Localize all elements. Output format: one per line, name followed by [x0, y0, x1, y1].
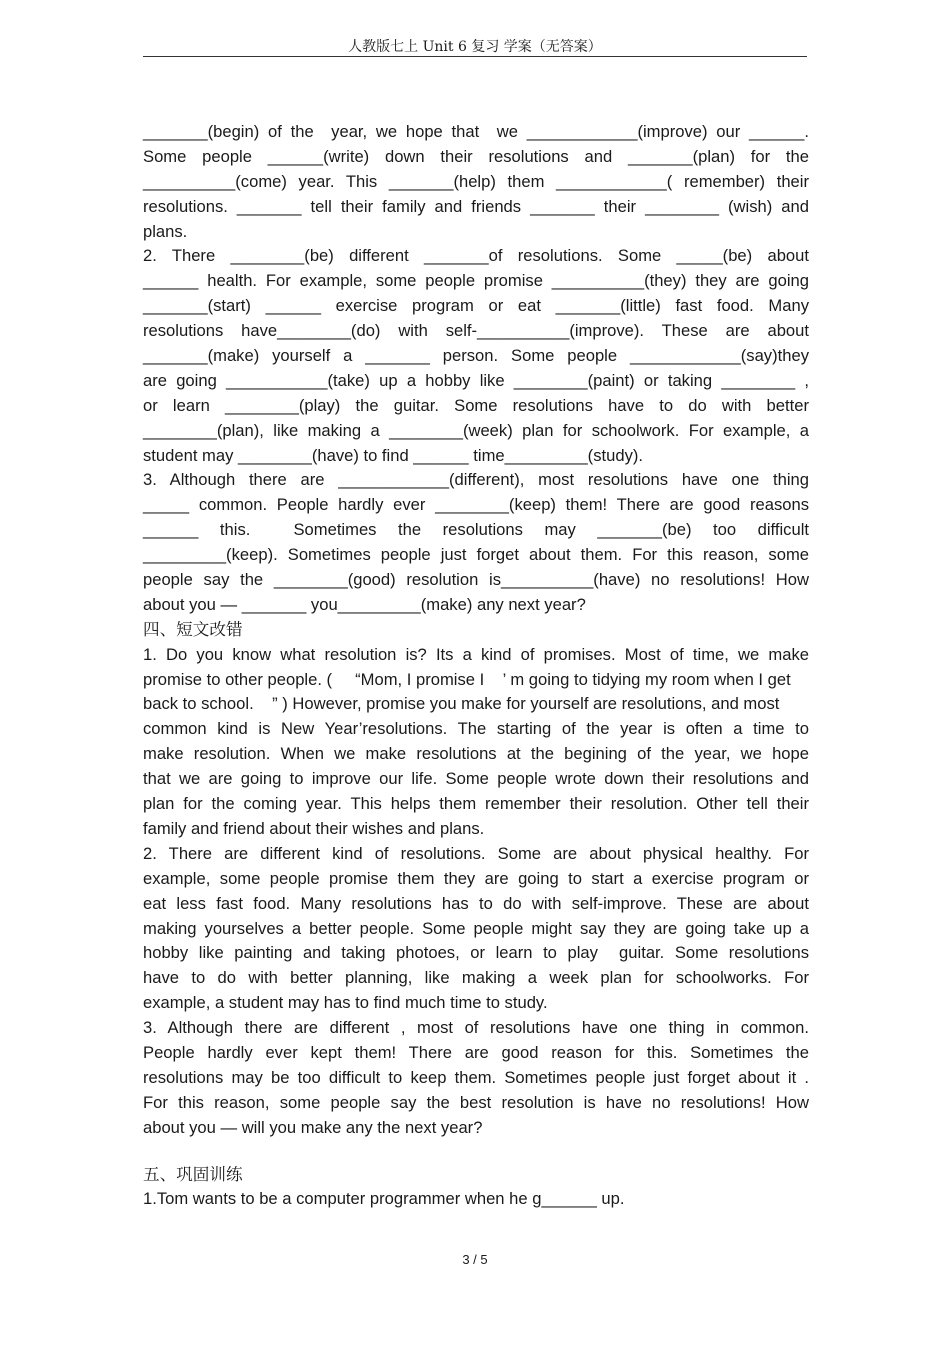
text-line: Some people ______(write) down their resolutions and _______(plan) for the	[143, 146, 809, 166]
text-line: resolutions have________(do) with self-__________(improve). These are about	[143, 321, 809, 341]
text-line: promise to other people. ( “Mom, I promise I ’ m going to tidying my room when I get	[143, 669, 791, 689]
text-line: ______ this. Sometimes the resolutions may _______(be) too difficult	[143, 520, 809, 540]
text-line: hobby like painting and taking photoes, or learn to play guitar. Some resolutions	[143, 943, 809, 963]
section-heading: 四、短文改错	[143, 619, 243, 639]
header-rule	[143, 56, 807, 57]
page-number: 3 / 5	[462, 1252, 488, 1267]
text-line: student may ________(have) to find ______ time_________(study).	[143, 445, 644, 465]
text-line: eat less fast food. Many resolutions has to do with self-improve. These are about	[143, 893, 809, 913]
text-line: example, some people promise them they are going to start a exercise program or	[143, 868, 809, 888]
text-line: people say the ________(good) resolution is__________(have) no resolutions! How	[143, 570, 809, 590]
text-line: back to school. ” ) However, promise you make for yourself are resolutions, and most	[143, 694, 780, 714]
text-line: plans.	[143, 221, 188, 241]
text-line: People hardly ever kept them! There are good reason for this. Sometimes the	[143, 1042, 809, 1062]
text-line: about you — _______ you_________(make) any next year?	[143, 594, 586, 614]
section-heading: 五、巩固训练	[143, 1164, 243, 1184]
text-line: For this reason, some people say the best resolution is have no resolutions! How	[143, 1092, 809, 1112]
text-line: ______ health. For example, some people promise __________(they) they are going	[143, 271, 809, 291]
text-line: are going ___________(take) up a hobby like ________(paint) or taking ________ ,	[143, 370, 809, 390]
text-line: resolutions. _______ tell their family and friends _______ their ________ (wish) and	[143, 196, 809, 216]
text-line: _________(keep). Sometimes people just forget about them. For this reason, some	[143, 545, 809, 565]
text-line: making yourselves a better people. Some people might say they are going take up a	[143, 918, 809, 938]
text-line: about you — will you make any the next year?	[143, 1117, 483, 1137]
text-line: family and friend about their wishes and plans.	[143, 818, 485, 838]
text-line: 3. Although there are ____________(different), most resolutions have one thing	[143, 470, 809, 490]
text-line: _______(make) yourself a _______ person. Some people ____________(say)they	[143, 346, 809, 366]
text-line: resolutions may be too difficult to keep them. Sometimes people just forget about it .	[143, 1067, 809, 1087]
text-line: or learn ________(play) the guitar. Some resolutions have to do with better	[143, 395, 809, 415]
text-line: 1. Do you know what resolution is? Its a kind of promises. Most of time, we make	[143, 644, 809, 664]
text-line: example, a student may has to find much time to study.	[143, 993, 548, 1013]
document-body	[143, 120, 809, 1212]
text-line: make resolution. When we make resolutions at the begining of the year, we hope	[143, 744, 809, 764]
text-line: _______(start) ______ exercise program or eat _______(little) fast food. Many	[143, 296, 809, 316]
paragraph-gap	[143, 1141, 809, 1163]
text-line: 2. There are different kind of resolutions. Some are about physical healthy. For	[143, 843, 809, 863]
text-line: __________(come) year. This _______(help) them ____________( remember) their	[143, 171, 809, 191]
text-line: ________(plan), like making a ________(week) plan for schoolwork. For example, a	[143, 420, 809, 440]
text-line: have to do with better planning, like making a week plan for schoolworks. For	[143, 968, 809, 988]
text-line: plan for the coming year. This helps them remember their resolution. Other tell their	[143, 794, 809, 814]
text-line: that we are going to improve our life. Some people wrote down their resolutions and	[143, 769, 809, 789]
text-line: 3. Although there are different , most of resolutions have one thing in common.	[143, 1018, 809, 1038]
text-line: 1.Tom wants to be a computer programmer when he g______ up.	[143, 1189, 625, 1209]
page-header: 人教版七上 Unit 6 复习 学案（无答案）	[348, 39, 602, 55]
text-line: _____ common. People hardly ever ________(keep) them! There are good reasons	[143, 495, 809, 515]
text-line: 2. There ________(be) different _______of resolutions. Some _____(be) about	[143, 246, 809, 266]
text-line: _______(begin) of the year, we hope that we ____________(improve) our ______.	[143, 122, 809, 141]
text-line: common kind is New Year’resolutions. The starting of the year is often a time to	[143, 719, 809, 739]
